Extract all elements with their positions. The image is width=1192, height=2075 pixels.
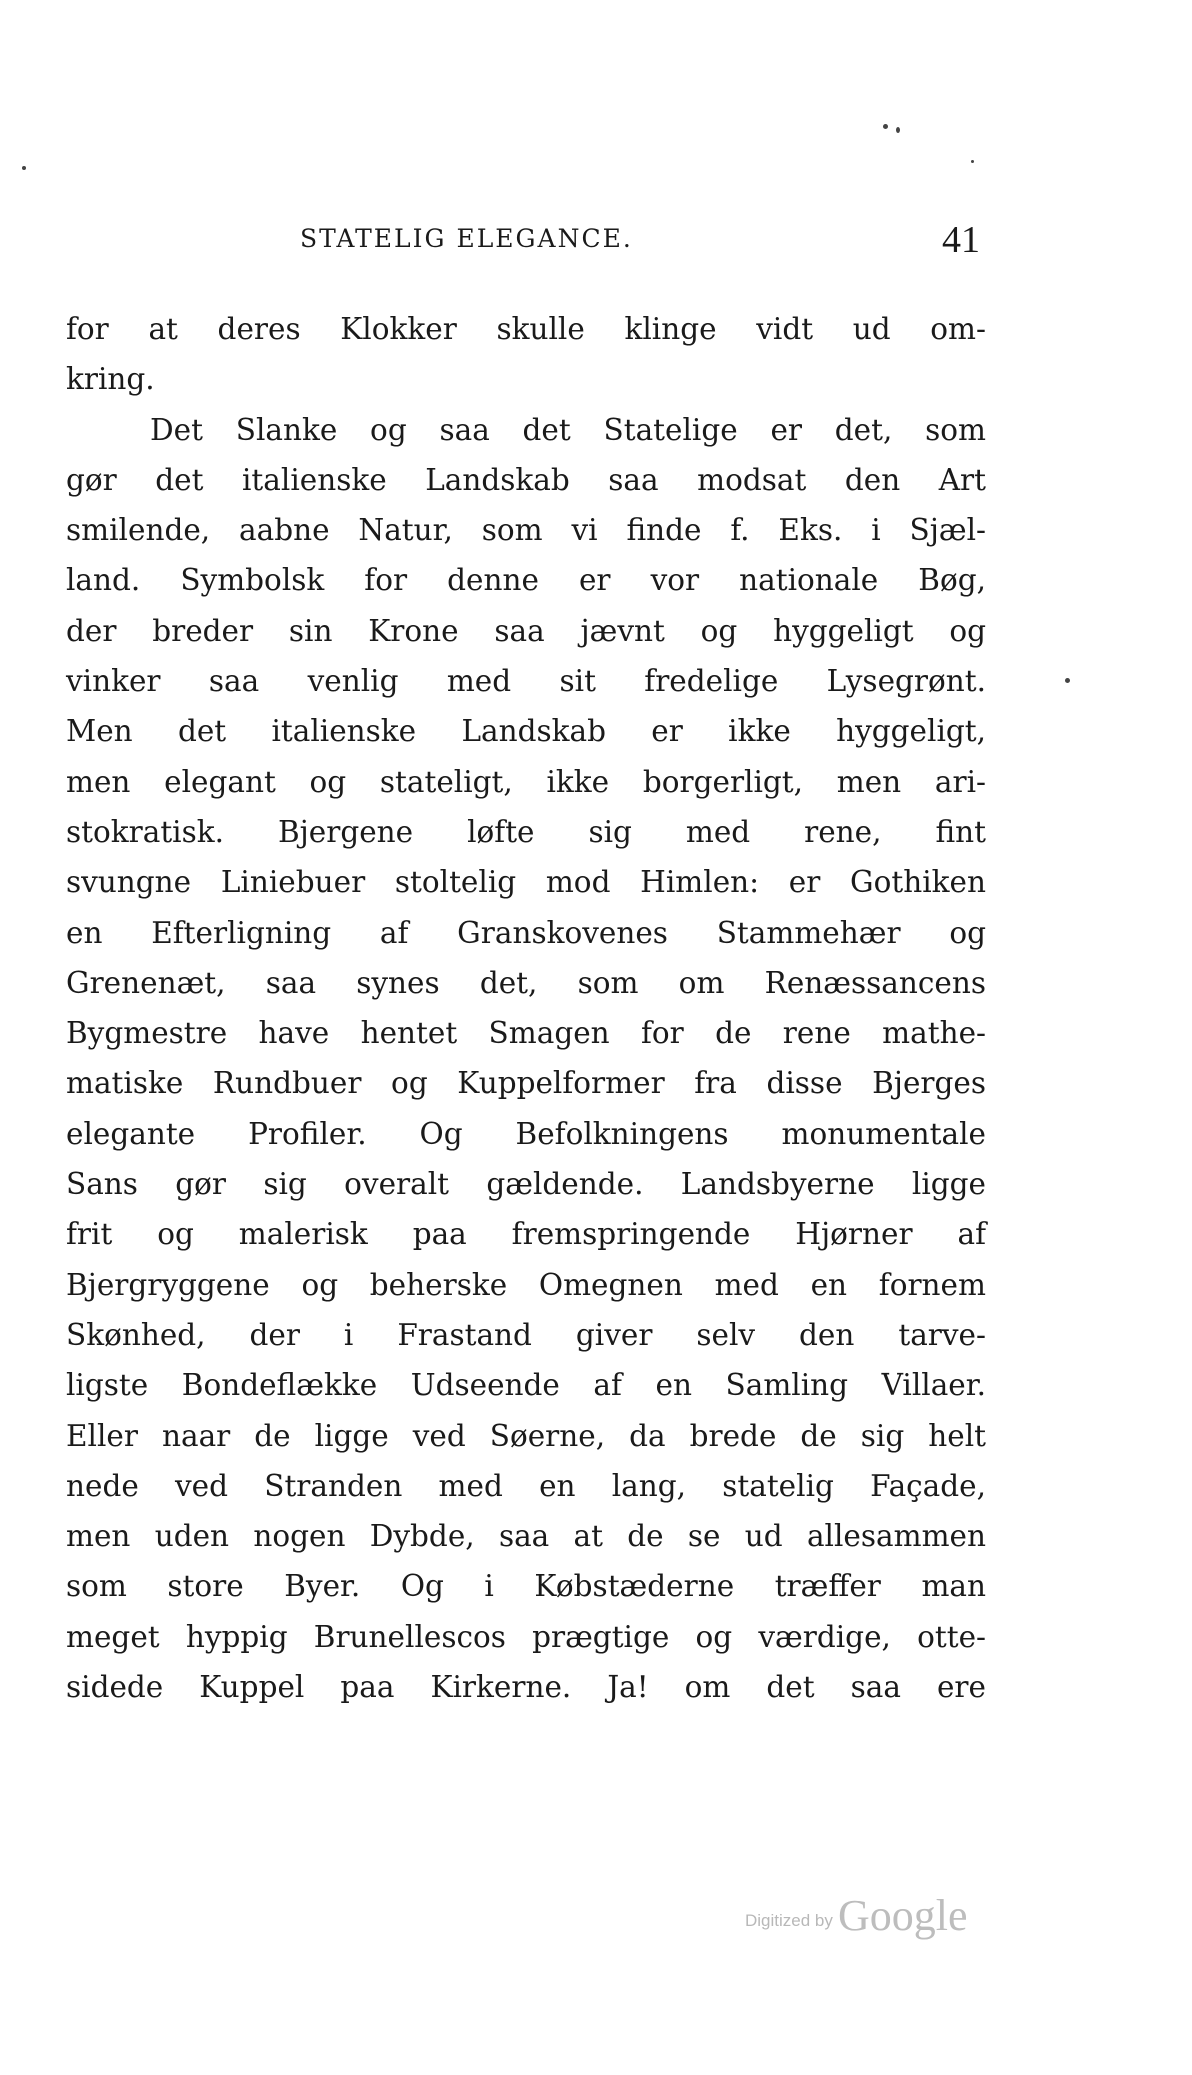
text-line: svungne Liniebuer stoltelig mod Himlen: er Gothiken	[66, 865, 986, 900]
text-line: men uden nogen Dybde, saa at de se ud allesammen	[66, 1519, 986, 1554]
text-line: Det Slanke og saa det Statelige er det, som	[150, 412, 986, 447]
text-line: der breder sin Krone saa jævnt og hyggeligt og	[66, 613, 986, 648]
body-text	[66, 304, 986, 1712]
digitized-watermark	[745, 1890, 968, 1941]
text-line: gør det italienske Landskab saa modsat den Art	[66, 462, 986, 497]
text-line: nede ved Stranden med en lang, statelig Façade,	[66, 1468, 986, 1503]
text-line: meget hyppig Brunellescos prægtige og værdige, otte-	[66, 1619, 986, 1654]
text-line: som store Byer. Og i Købstæderne træffer man	[66, 1569, 986, 1604]
page-number: 41	[942, 219, 980, 261]
text-line: smilende, aabne Natur, som vi finde f. Eks. i Sjæl-	[66, 513, 986, 548]
text-line: vinker saa venlig med sit fredelige Lysegrønt.	[66, 664, 986, 699]
text-line: matiske Rundbuer og Kuppelformer fra disse Bjerges	[66, 1066, 986, 1101]
text-line: stokratisk. Bjergene løfte sig med rene, fint	[66, 814, 986, 849]
digitized-by-label: Digitized by	[745, 1911, 833, 1930]
scan-speck	[883, 124, 888, 129]
text-line: elegante Profiler. Og Befolkningens monumentale	[66, 1116, 986, 1151]
text-line: for at deres Klokker skulle klinge vidt ud om-	[66, 312, 986, 346]
text-line: Men det italienske Landskab er ikke hyggeligt,	[66, 714, 986, 749]
text-line: land. Symbolsk for denne er vor nationale Bøg,	[66, 563, 986, 598]
scan-speck	[971, 160, 974, 163]
text-line: Grenenæt, saa synes det, som om Renæssancens	[66, 965, 986, 1000]
scan-speck	[1065, 678, 1070, 683]
text-line: frit og malerisk paa fremspringende Hjørner af	[66, 1217, 986, 1252]
text-line: sidede Kuppel paa Kirkerne. Ja! om det saa ere	[66, 1670, 986, 1705]
text-line: Sans gør sig overalt gældende. Landsbyerne ligge	[66, 1167, 986, 1202]
page-header	[300, 218, 980, 268]
text-line: men elegant og stateligt, ikke borgerligt, men ari-	[66, 764, 986, 799]
scan-speck	[22, 166, 26, 170]
text-line: Bygmestre have hentet Smagen for de rene mathe-	[66, 1016, 986, 1051]
text-line: ligste Bondeflække Udseende af en Samling Villaer.	[66, 1368, 986, 1403]
text-line: Eller naar de ligge ved Søerne, da brede de sig helt	[66, 1418, 986, 1453]
google-logo: Google	[837, 1891, 968, 1940]
running-title: STATELIG ELEGANCE.	[300, 224, 633, 253]
text-line: kring.	[66, 362, 155, 397]
text-line: Bjergryggene og beherske Omegnen med en fornem	[66, 1267, 986, 1302]
text-line: en Efterligning af Granskovenes Stammehær og	[66, 915, 986, 950]
scan-speck	[896, 127, 900, 133]
text-line: Skønhed, der i Frastand giver selv den tarve-	[66, 1317, 986, 1352]
